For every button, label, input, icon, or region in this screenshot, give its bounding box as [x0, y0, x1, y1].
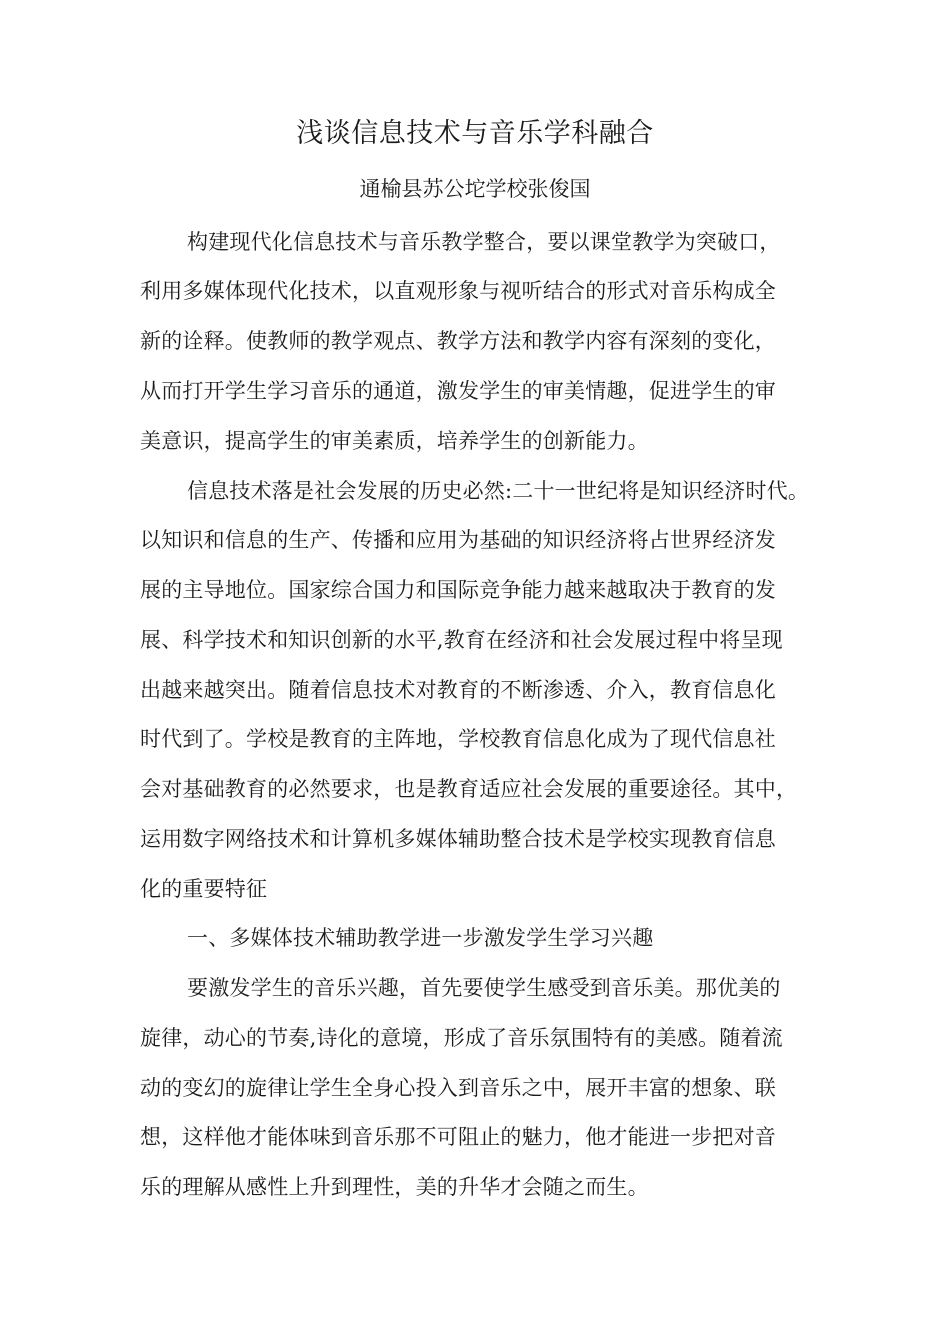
text-line: 信息技术落是社会发展的历史必然:二十一世纪将是知识经济时代。	[187, 479, 810, 503]
text-line: 旋律，动心的节奏,诗化的意境，形成了音乐氛围特有的美感。随着流	[140, 1026, 783, 1050]
section-heading: 一、多媒体技术辅助教学进一步激发学生学习兴趣	[187, 926, 654, 950]
text-line: 时代到了。学校是教育的主阵地，学校教育信息化成为了现代信息社	[140, 727, 776, 751]
text-line: 动的变幻的旋律让学生全身心投入到音乐之中，展开丰富的想象、联	[140, 1076, 776, 1100]
text-line: 化的重要特征	[140, 877, 268, 901]
document-title: 浅谈信息技术与音乐学科融合	[296, 118, 654, 149]
text-line: 要激发学生的音乐兴趣，首先要使学生感受到音乐美。那优美的	[187, 976, 781, 1000]
text-line: 从而打开学生学习音乐的通道，激发学生的审美情趣，促进学生的审	[140, 379, 776, 403]
text-line: 乐的理解从感性上升到理性，美的升华才会随之而生。	[140, 1175, 649, 1199]
text-line: 展的主导地位。国家综合国力和国际竞争能力越来越取决于教育的发	[140, 578, 776, 602]
document-author: 通榆县苏公坨学校张俊国	[359, 177, 591, 201]
text-line: 美意识，提高学生的审美素质，培养学生的创新能力。	[140, 429, 649, 453]
text-line: 想，这样他才能体味到音乐那不可阻止的魅力，他才能进一步把对音	[140, 1125, 776, 1149]
text-line: 新的诠释。使教师的教学观点、教学方法和教学内容有深刻的变化，	[140, 329, 776, 353]
text-line: 出越来越突出。随着信息技术对教育的不断渗透、介入，教育信息化	[140, 678, 776, 702]
text-line: 会对基础教育的必然要求，也是教育适应社会发展的重要途径。其中，	[140, 777, 798, 801]
text-line: 构建现代化信息技术与音乐教学整合，要以课堂教学为突破口，	[187, 230, 781, 254]
text-line: 利用多媒体现代化技术，以直观形象与视听结合的形式对音乐构成全	[140, 279, 776, 303]
text-line: 运用数字网络技术和计算机多媒体辅助整合技术是学校实现教育信息	[140, 827, 776, 851]
text-line: 展、科学技术和知识创新的水平,教育在经济和社会发展过程中将呈现	[140, 628, 783, 652]
text-line: 以知识和信息的生产、传播和应用为基础的知识经济将占世界经济发	[140, 528, 776, 552]
